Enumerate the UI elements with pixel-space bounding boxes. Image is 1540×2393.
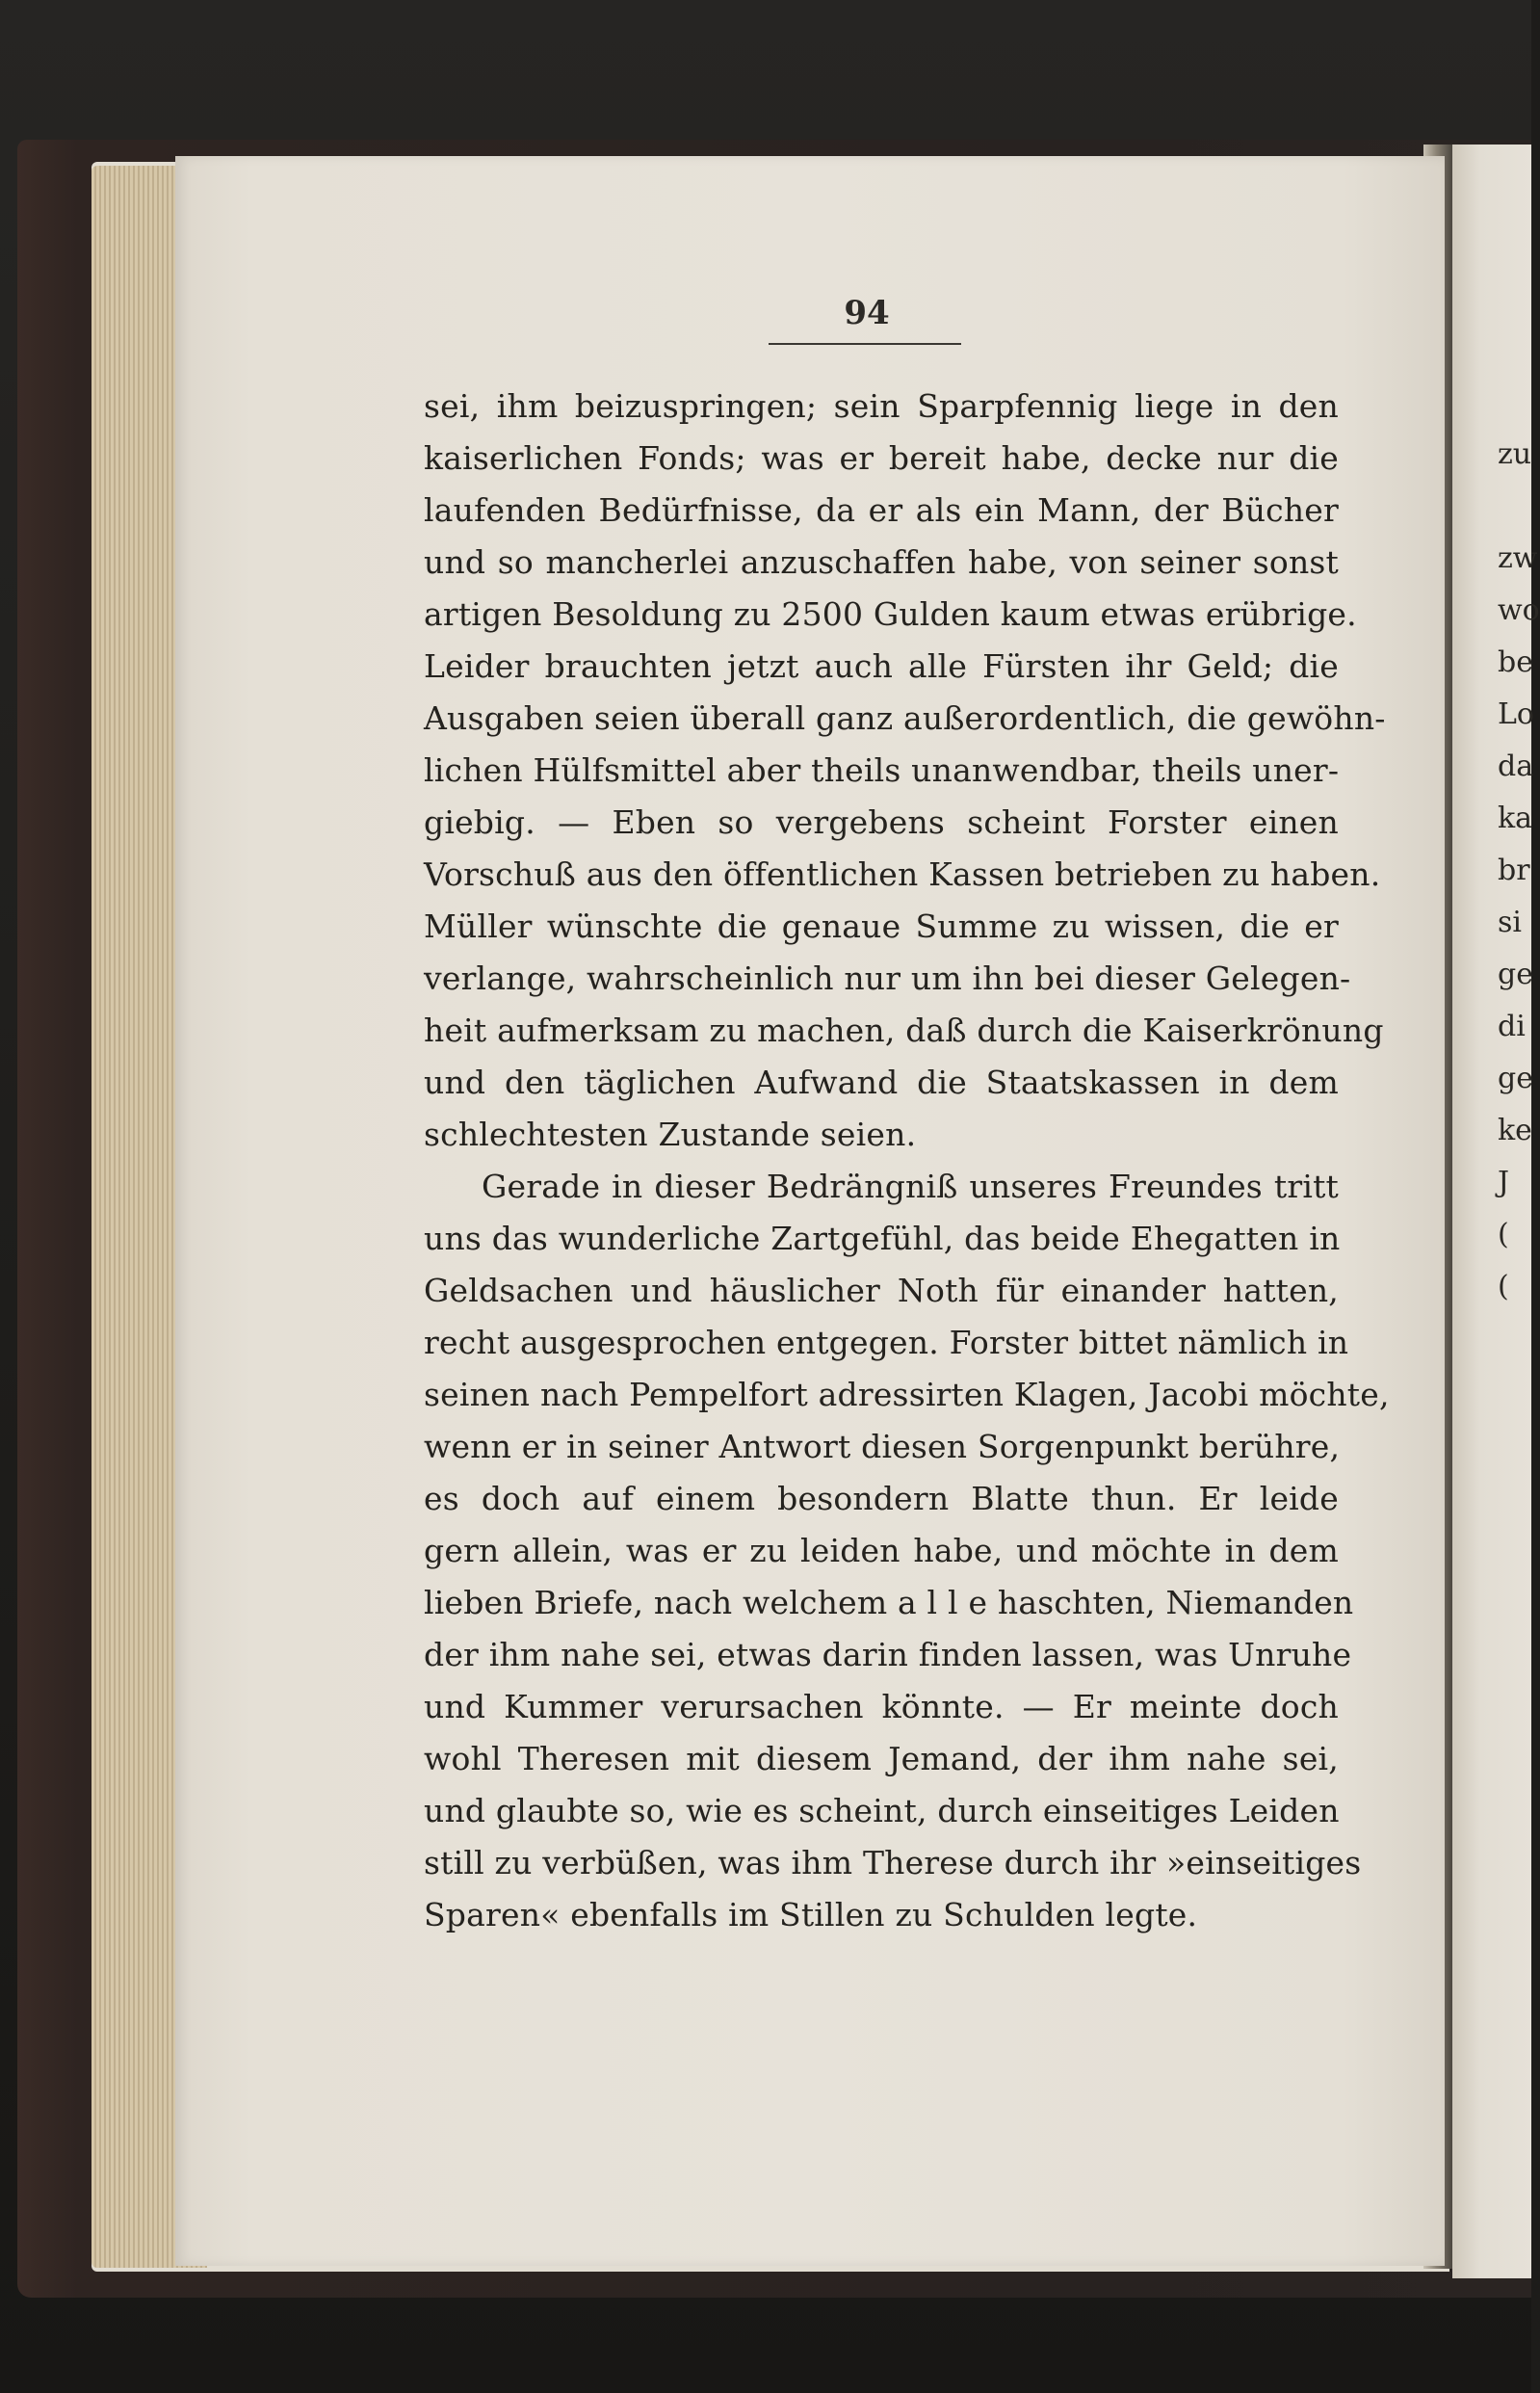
text-line: gern allein, was er zu leiden habe, und möchte in dem: [424, 1532, 1339, 1569]
text-line: seinen nach Pempelfort adressirten Klagen, Jacobi möchte,: [424, 1376, 1390, 1413]
facing-page-fragment: zu: [1498, 437, 1532, 471]
facing-page-fragment: be: [1498, 645, 1533, 679]
text-line: schlechtesten Zustande seien.: [424, 1116, 917, 1153]
page-text: [424, 381, 1390, 1941]
facing-page-fragment: wo: [1498, 593, 1540, 627]
text-line: Sparen« ebenfalls im Stillen zu Schulden legte.: [424, 1896, 1198, 1933]
text-line: es doch auf einem besondern Blatte thun. Er leide: [424, 1480, 1339, 1517]
text-line: uns das wunderliche Zartgefühl, das beide Ehegatten in: [424, 1220, 1341, 1257]
text-line: artigen Besoldung zu 2500 Gulden kaum etwas erübrige.: [424, 595, 1357, 633]
facing-page-fragment: ge: [1498, 958, 1533, 991]
facing-page-fragment: br: [1498, 854, 1530, 887]
facing-page-fragment: da: [1498, 749, 1534, 783]
facing-page-fragment: si: [1498, 906, 1522, 939]
text-line: Leider brauchten jetzt auch alle Fürsten ihr Geld; die: [424, 647, 1339, 685]
text-line: lieben Briefe, nach welchem a l l e haschten, Niemanden: [424, 1584, 1354, 1621]
text-line: und glaubte so, wie es scheint, durch einseitiges Leiden: [424, 1792, 1340, 1829]
text-line: Ausgaben seien überall ganz außerordentlich, die gewöhn-: [424, 699, 1386, 737]
text-line: Gerade in dieser Bedrängniß unseres Freundes tritt: [482, 1168, 1339, 1205]
text-line: wenn er in seiner Antwort diesen Sorgenpunkt berühre,: [424, 1428, 1341, 1465]
facing-page-fragment: ka: [1498, 802, 1533, 835]
facing-page-text: [1498, 429, 1540, 1313]
text-line: recht ausgesprochen entgegen. Forster bittet nämlich in: [424, 1324, 1349, 1361]
text-line: wohl Theresen mit diesem Jemand, der ihm nahe sei,: [424, 1740, 1339, 1777]
facing-page-fragment: [1498, 481, 1531, 533]
page-number: 94: [844, 294, 890, 332]
facing-page-fragment: J: [1498, 1166, 1510, 1199]
facing-page-fragment: (: [1498, 1270, 1509, 1303]
facing-page-fragment: di: [1498, 1010, 1526, 1043]
text-line: der ihm nahe sei, etwas darin finden lassen, was Unruhe: [424, 1636, 1352, 1673]
text-line: Geldsachen und häuslicher Noth für einander hatten,: [424, 1272, 1339, 1309]
text-line: Vorschuß aus den öffentlichen Kassen betrieben zu haben.: [424, 855, 1381, 893]
text-line: sei, ihm beizuspringen; sein Sparpfennig liege in den: [424, 387, 1339, 425]
facing-page-fragment: ke: [1498, 1114, 1532, 1147]
text-line: giebig. — Eben so vergebens scheint Forster einen: [424, 803, 1339, 841]
text-line: und den täglichen Aufwand die Staatskassen in dem: [424, 1064, 1339, 1101]
facing-page-fragment: Lo: [1498, 697, 1534, 731]
facing-page-fragment: (: [1498, 1218, 1509, 1251]
facing-page-fragment: zw: [1498, 541, 1538, 575]
text-line: lichen Hülfsmittel aber theils unanwendbar, theils uner-: [424, 751, 1340, 789]
text-line: heit aufmerksam zu machen, daß durch die Kaiserkrönung: [424, 1012, 1384, 1049]
text-line: und so mancherlei anzuschaffen habe, von seiner sonst: [424, 543, 1339, 581]
text-line: laufenden Bedürfnisse, da er als ein Mann, der Bücher: [424, 491, 1339, 529]
text-line: und Kummer verursachen könnte. — Er meinte doch: [424, 1688, 1339, 1725]
text-line: Müller wünschte die genaue Summe zu wissen, die er: [424, 907, 1339, 945]
text-line: verlange, wahrscheinlich nur um ihn bei dieser Gelegen-: [424, 960, 1351, 997]
text-line: still zu verbüßen, was ihm Therese durch ihr »einseitiges: [424, 1844, 1362, 1881]
facing-page-fragment: ge: [1498, 1062, 1533, 1095]
page-number-rule: [769, 343, 961, 345]
text-line: kaiserlichen Fonds; was er bereit habe, decke nur die: [424, 439, 1339, 477]
